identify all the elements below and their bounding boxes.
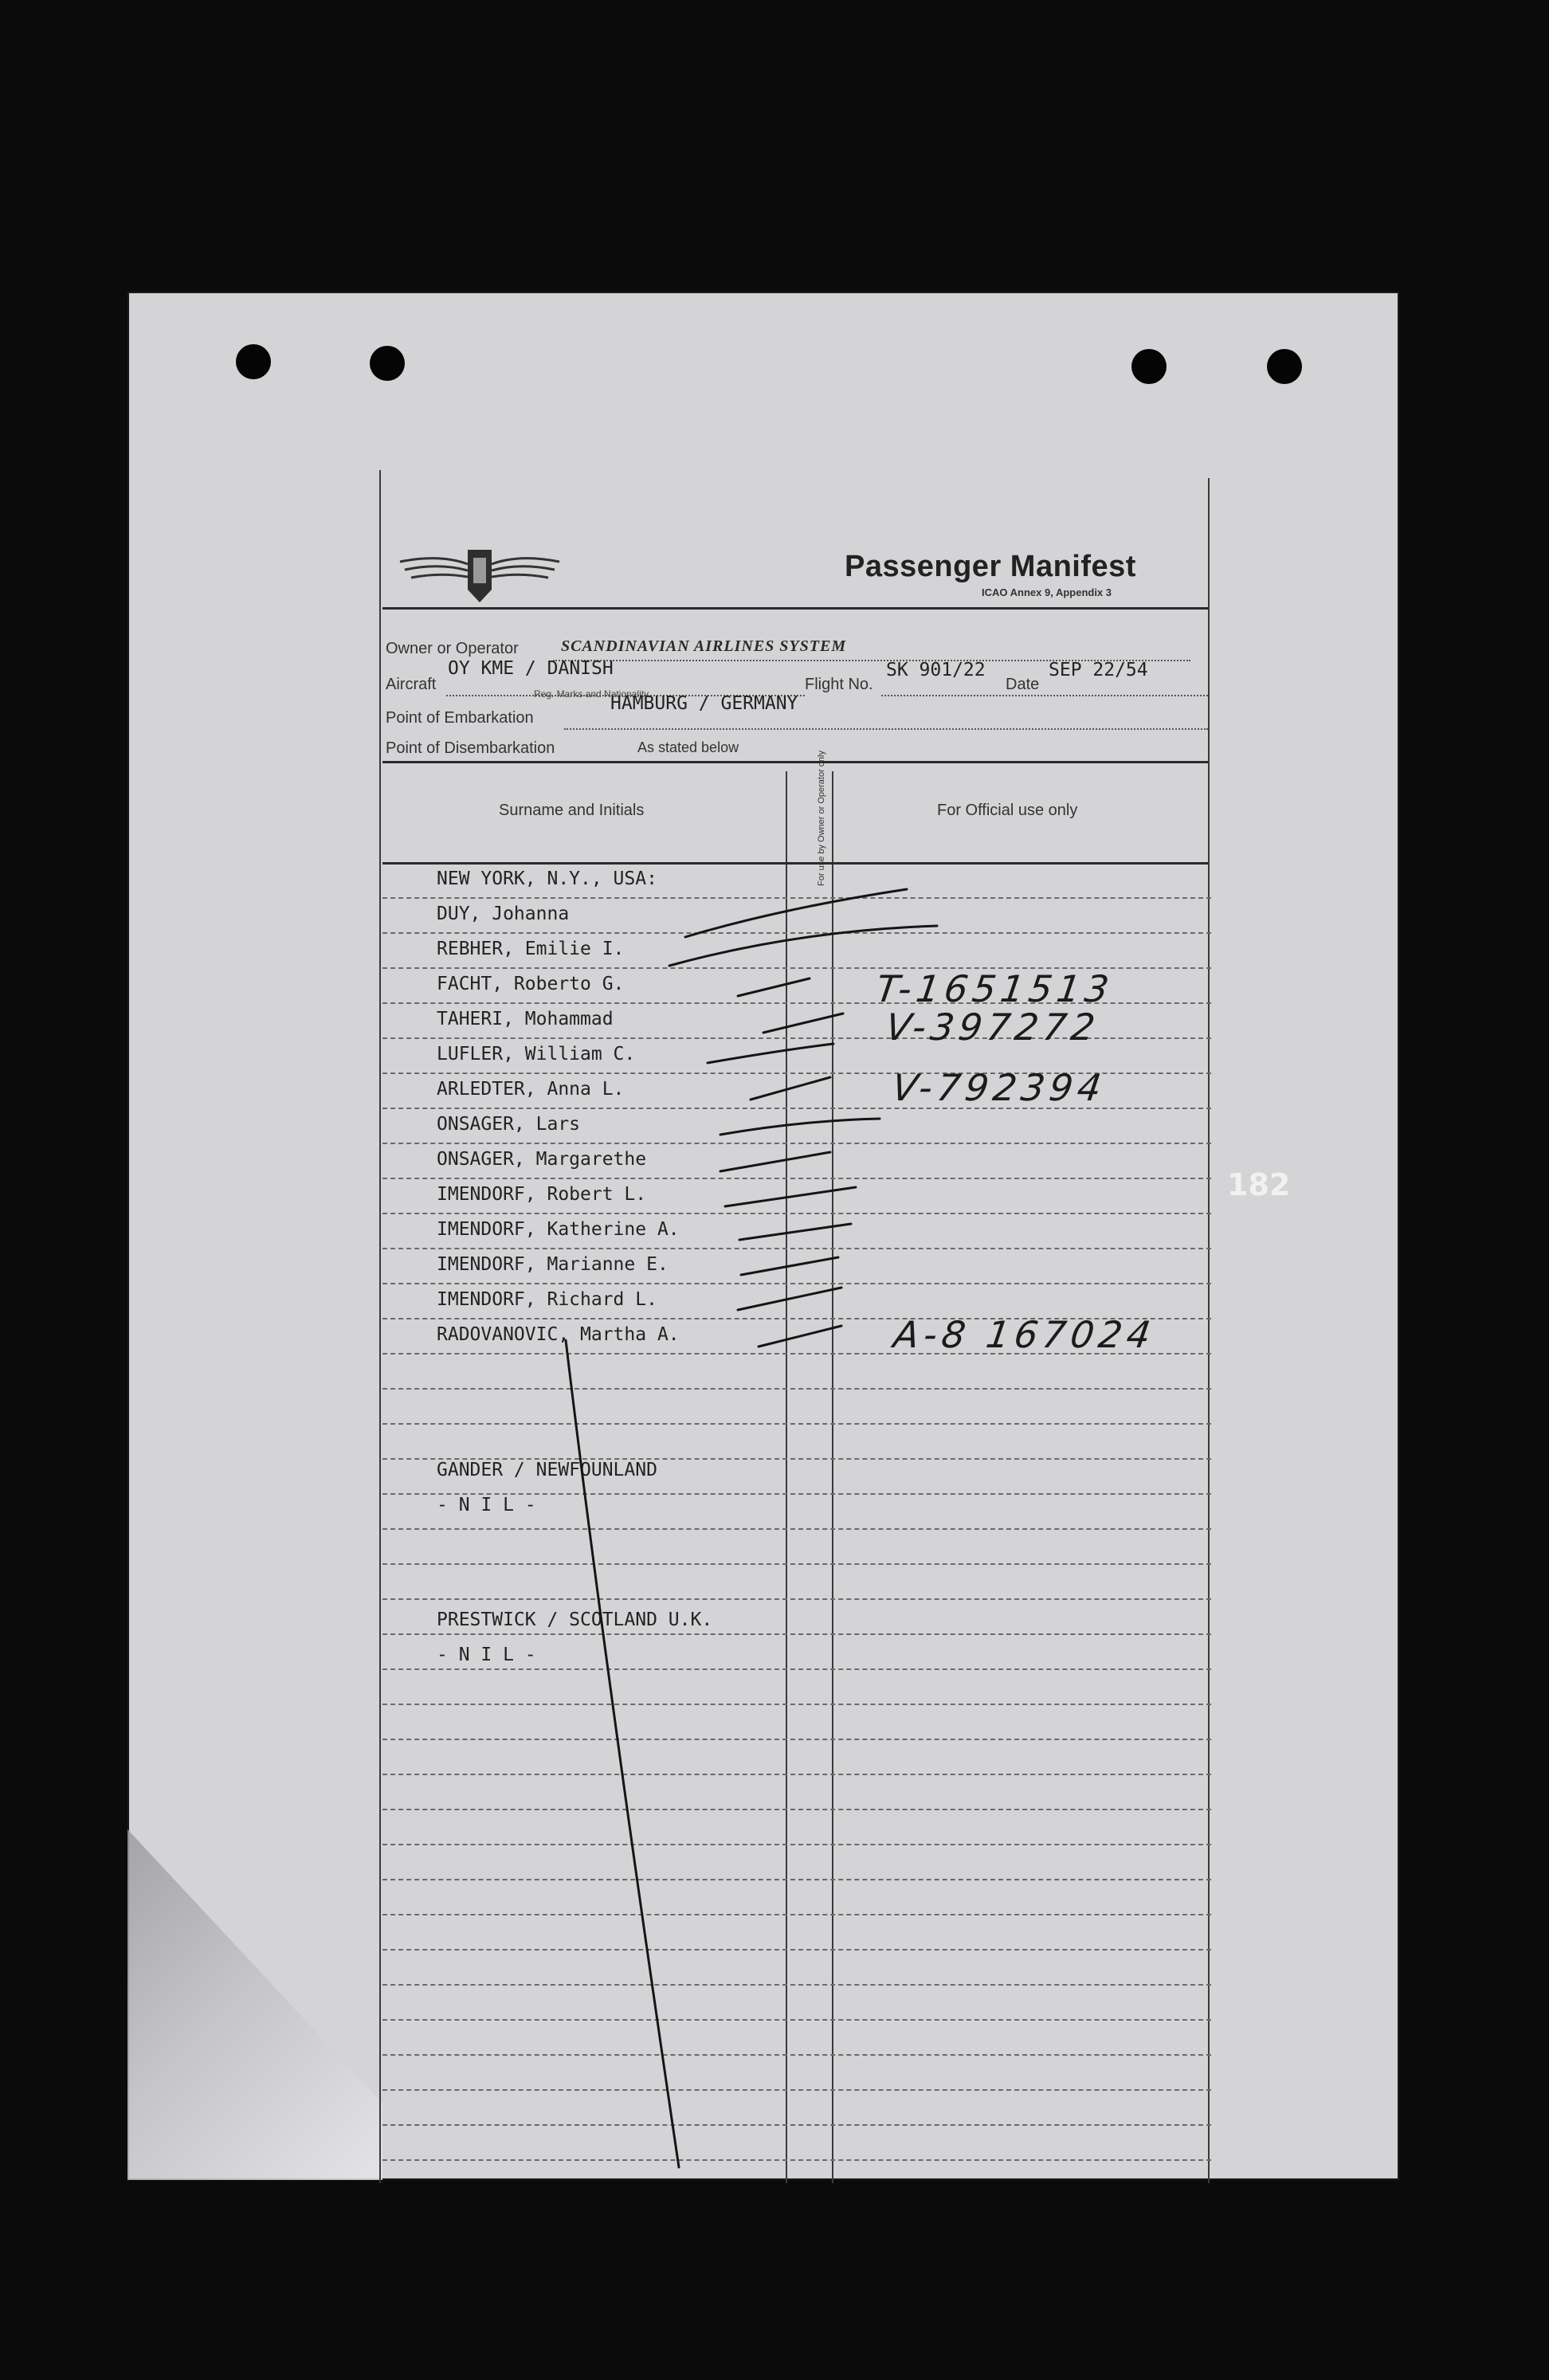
table-row: IMENDORF, Marianne E. — [437, 1254, 669, 1275]
table-row: ARLEDTER, Anna L. — [437, 1079, 625, 1100]
official-mark: T-1651513 — [873, 967, 1116, 1010]
table-row: REBHER, Emilie I. — [437, 939, 625, 959]
table-row: IMENDORF, Katherine A. — [437, 1219, 680, 1240]
table-row: - N I L - — [437, 1645, 536, 1665]
table-row: IMENDORF, Robert L. — [437, 1184, 647, 1205]
official-mark: V-792394 — [889, 1066, 1109, 1109]
owner-value: SCANDINAVIAN AIRLINES SYSTEM — [561, 637, 847, 655]
date-label: Date — [1006, 676, 1040, 693]
table-row: RADOVANOVIC, Martha A. — [437, 1324, 680, 1345]
official-mark: V-397272 — [883, 1006, 1103, 1049]
page-subtitle: ICAO Annex 9, Appendix 3 — [982, 586, 1112, 598]
official-column-header: For Official use only — [937, 802, 1078, 819]
page-title: Passenger Manifest — [845, 550, 1136, 583]
table-row: DUY, Johanna — [437, 904, 570, 924]
table-row: NEW YORK, N.Y., USA: — [437, 868, 657, 889]
table-row: PRESTWICK / SCOTLAND U.K. — [437, 1610, 713, 1630]
table-row: ONSAGER, Lars — [437, 1114, 581, 1135]
embarkation-value: HAMBURG / GERMANY — [610, 693, 798, 714]
flight-no-label: Flight No. — [805, 676, 873, 693]
aircraft-label: Aircraft — [386, 676, 437, 693]
table-row: FACHT, Roberto G. — [437, 974, 625, 994]
embarkation-label: Point of Embarkation — [386, 709, 534, 727]
disembarkation-value: As stated below — [637, 739, 739, 755]
surname-column-header: Surname and Initials — [499, 802, 645, 819]
operator-column-header: For use by Owner or Operator only — [817, 751, 826, 886]
table-row: IMENDORF, Richard L. — [437, 1289, 657, 1310]
official-mark: A-8 167024 — [891, 1313, 1159, 1356]
flight-no-value: SK 901/22 — [886, 660, 986, 680]
reg-marks-label: Reg. Marks and Nationality — [534, 688, 649, 700]
table-row: TAHERI, Mohammad — [437, 1009, 614, 1029]
aircraft-value: OY KME / DANISH — [448, 658, 614, 679]
date-value: SEP 22/54 — [1049, 660, 1148, 680]
disembarkation-label: Point of Disembarkation — [386, 739, 555, 757]
table-row: ONSAGER, Margarethe — [437, 1149, 647, 1170]
table-row: GANDER / NEWFOUNLAND — [437, 1460, 657, 1480]
table-row: - N I L - — [437, 1495, 536, 1515]
page-number: 182 — [1227, 1167, 1291, 1202]
owner-label: Owner or Operator — [386, 640, 519, 657]
table-row: LUFLER, William C. — [437, 1044, 636, 1065]
